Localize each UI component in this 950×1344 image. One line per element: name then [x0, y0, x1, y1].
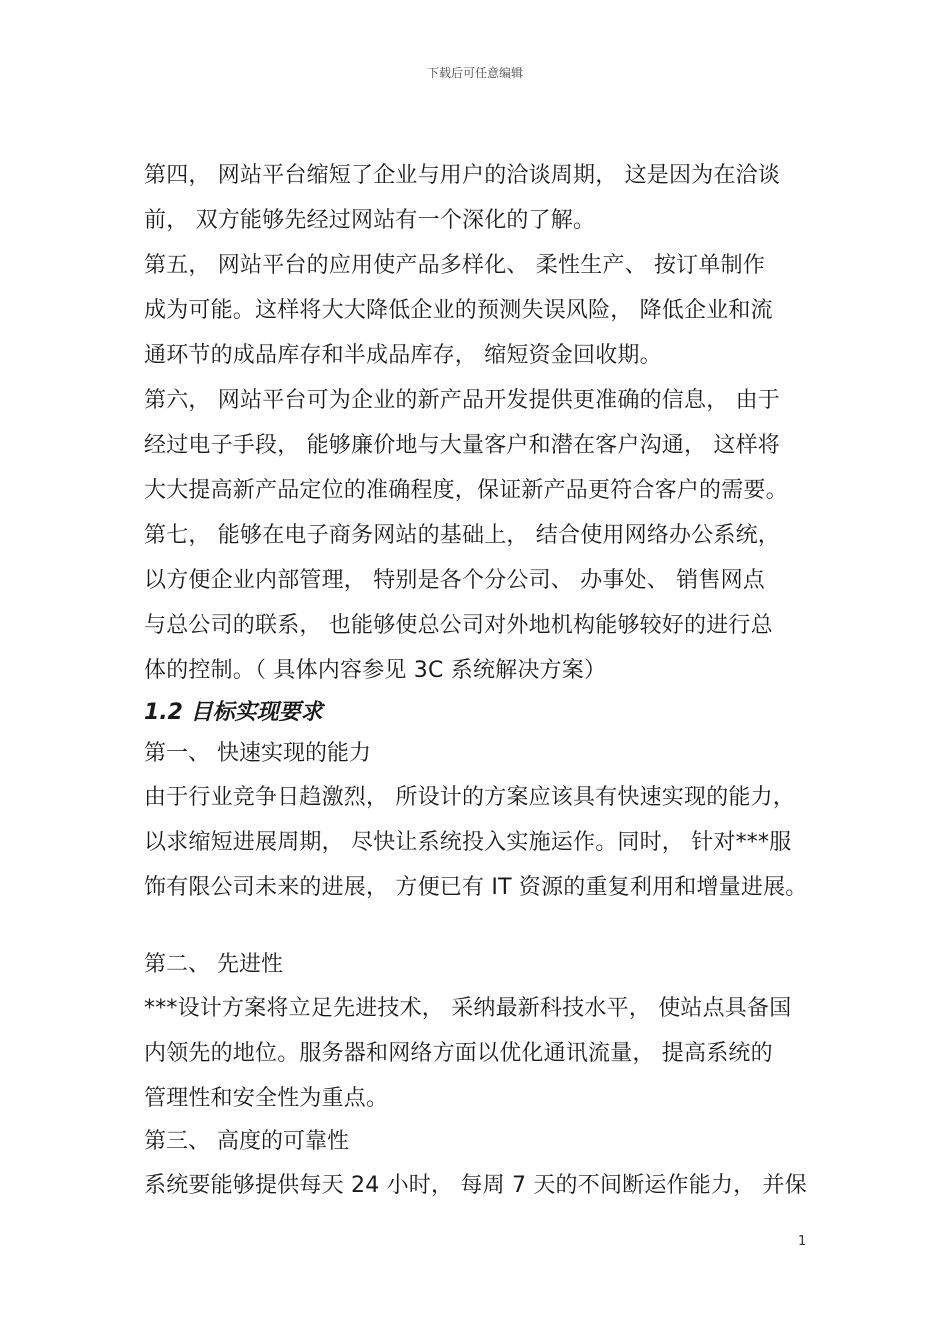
text-line: 饰有限公司未来的进展， 方便已有 IT 资源的重复利用和增量进展。: [144, 875, 808, 900]
text-line: 由于行业竞争日趋激烈， 所设计的方案应该具有快速实现的能力，: [144, 785, 795, 810]
page-header: 下载后可任意编辑: [426, 66, 523, 80]
text-line: 通环节的成品库存和半成品库存， 缩短资金回收期。: [144, 343, 662, 368]
item-body-first: [144, 775, 814, 910]
text-line: 管理性和安全性为重点。: [144, 1086, 389, 1111]
text-line: 体的控制。（ 具体内容参见 3C 系统解决方案）: [144, 658, 607, 683]
paragraph-fifth: [144, 243, 814, 378]
blank-line: [144, 910, 814, 944]
text-line: 第四， 网站平台缩短了企业与用户的洽谈周期， 这是因为在洽谈: [144, 163, 780, 188]
text-line: 内领先的地位。服务器和网络方面以优化通讯流量， 提高系统的: [144, 1041, 773, 1066]
text-line: 第七， 能够在电子商务网站的基础上， 结合使用网络办公系统，: [144, 523, 780, 548]
page-number: 1: [798, 1234, 807, 1249]
paragraph-seventh: [144, 513, 814, 693]
text-line: 大大提高新产品定位的准确程度，保证新产品更符合客户的需要。: [144, 478, 788, 503]
item-title-first: 第一、 快速实现的能力: [144, 741, 371, 766]
text-line: 经过电子手段， 能够廉价地与大量客户和潜在客户沟通， 这样将: [144, 433, 780, 458]
text-line: 以求缩短进展周期， 尽快让系统投入实施运作。同时， 针对***服: [144, 830, 792, 855]
text-line: ***设计方案将立足先进技术， 采纳最新科技水平， 使站点具备国: [144, 996, 792, 1021]
text-line: 第五， 网站平台的应用使产品多样化、 柔性生产、 按订单制作: [144, 253, 765, 278]
paragraph-fourth: [144, 153, 814, 243]
paragraph-sixth: [144, 378, 814, 513]
item-body-third: [144, 1163, 814, 1208]
text-line: 成为可能。这样将大大降低企业的预测失误风险， 降低企业和流: [144, 298, 773, 323]
item-body-second: [144, 986, 814, 1121]
section-heading: 1.2 目标实现要求: [144, 700, 323, 725]
text-line: 第六， 网站平台可为企业的新产品开发提供更准确的信息， 由于: [144, 388, 780, 413]
text-line: 前， 双方能够先经过网站有一个深化的了解。: [144, 208, 596, 233]
document-body: [144, 153, 814, 1208]
text-line: 与总公司的联系， 也能够使总公司对外地机构能够较好的进行总: [144, 613, 773, 638]
text-line: 以方便企业内部管理， 特别是各个分公司、 办事处、 销售网点: [144, 568, 765, 593]
item-title-second: 第二、 先进性: [144, 952, 283, 977]
item-title-third: 第三、 高度的可靠性: [144, 1129, 349, 1154]
text-line: 系统要能够提供每天 24 小时， 每周 7 天的不间断运作能力， 并保: [144, 1173, 807, 1198]
